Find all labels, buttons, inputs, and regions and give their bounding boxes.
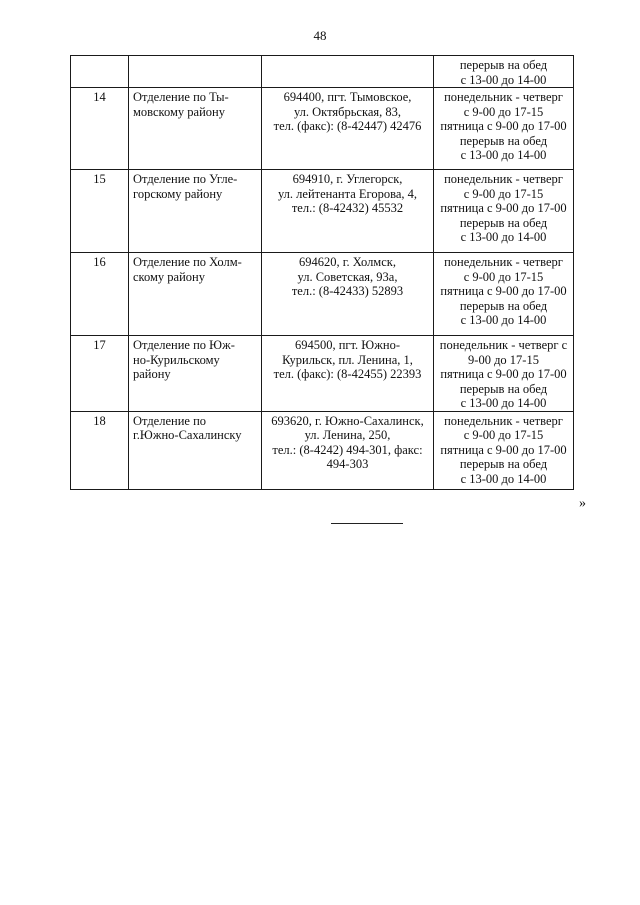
- table-row: [71, 170, 574, 253]
- office-address-cell: 693620, г. Южно-Сахалинск, ул. Ленина, 250, тел.: (8-4242) 494-301, факс: 494-303: [262, 411, 434, 489]
- row-number-cell: 16: [71, 253, 129, 336]
- office-address-cell: 694500, пгт. Южно- Курильск, пл. Ленина, 1, тел. (факс): (8-42455) 22393: [262, 336, 434, 412]
- table-row-continuation: [71, 56, 574, 88]
- row-number-cell: 18: [71, 411, 129, 489]
- table-row: [71, 88, 574, 170]
- table-row: [71, 336, 574, 412]
- office-address-cell: 694910, г. Углегорск, ул. лейтенанта Егорова, 4, тел.: (8-42432) 45532: [262, 170, 434, 253]
- office-hours-cell: перерыв на обед с 13-00 до 14-00: [434, 56, 574, 88]
- office-hours-cell: понедельник - четверг с 9-00 до 17-15 пятница с 9-00 до 17-00 перерыв на обед с 13-00 до 14-00: [434, 170, 574, 253]
- offices-schedule-table: [70, 55, 574, 490]
- office-name-cell: Отделение по Угле- горскому району: [129, 170, 262, 253]
- separator-line: [331, 523, 403, 524]
- closing-quote: »: [579, 496, 586, 511]
- office-address-cell: 694620, г. Холмск, ул. Советская, 93а, тел.: (8-42433) 52893: [262, 253, 434, 336]
- row-number-cell: 15: [71, 170, 129, 253]
- row-number-cell: [71, 56, 129, 88]
- page-number: 48: [313, 28, 327, 43]
- office-hours-cell: понедельник - четверг с 9-00 до 17-15 пятница с 9-00 до 17-00 перерыв на обед с 13-00 до 14-00: [434, 411, 574, 489]
- row-number-cell: 17: [71, 336, 129, 412]
- table-row: [71, 253, 574, 336]
- office-name-cell: Отделение по г.Южно-Сахалинску: [129, 411, 262, 489]
- office-name-cell: Отделение по Юж- но-Курильскому району: [129, 336, 262, 412]
- office-hours-cell: понедельник - четверг с 9-00 до 17-15 пятница с 9-00 до 17-00 перерыв на обед с 13-00 до 14-00: [434, 253, 574, 336]
- row-number-cell: 14: [71, 88, 129, 170]
- office-hours-cell: понедельник - четверг с 9-00 до 17-15 пятница с 9-00 до 17-00 перерыв на обед с 13-00 до 14-00: [434, 336, 574, 412]
- office-name-cell: Отделение по Ты- мовскому району: [129, 88, 262, 170]
- office-name-cell: [129, 56, 262, 88]
- office-address-cell: 694400, пгт. Тымовское, ул. Октябрьская, 83, тел. (факс): (8-42447) 42476: [262, 88, 434, 170]
- table-row: [71, 411, 574, 489]
- office-name-cell: Отделение по Холм- скому району: [129, 253, 262, 336]
- office-hours-cell: понедельник - четверг с 9-00 до 17-15 пятница с 9-00 до 17-00 перерыв на обед с 13-00 до 14-00: [434, 88, 574, 170]
- office-address-cell: [262, 56, 434, 88]
